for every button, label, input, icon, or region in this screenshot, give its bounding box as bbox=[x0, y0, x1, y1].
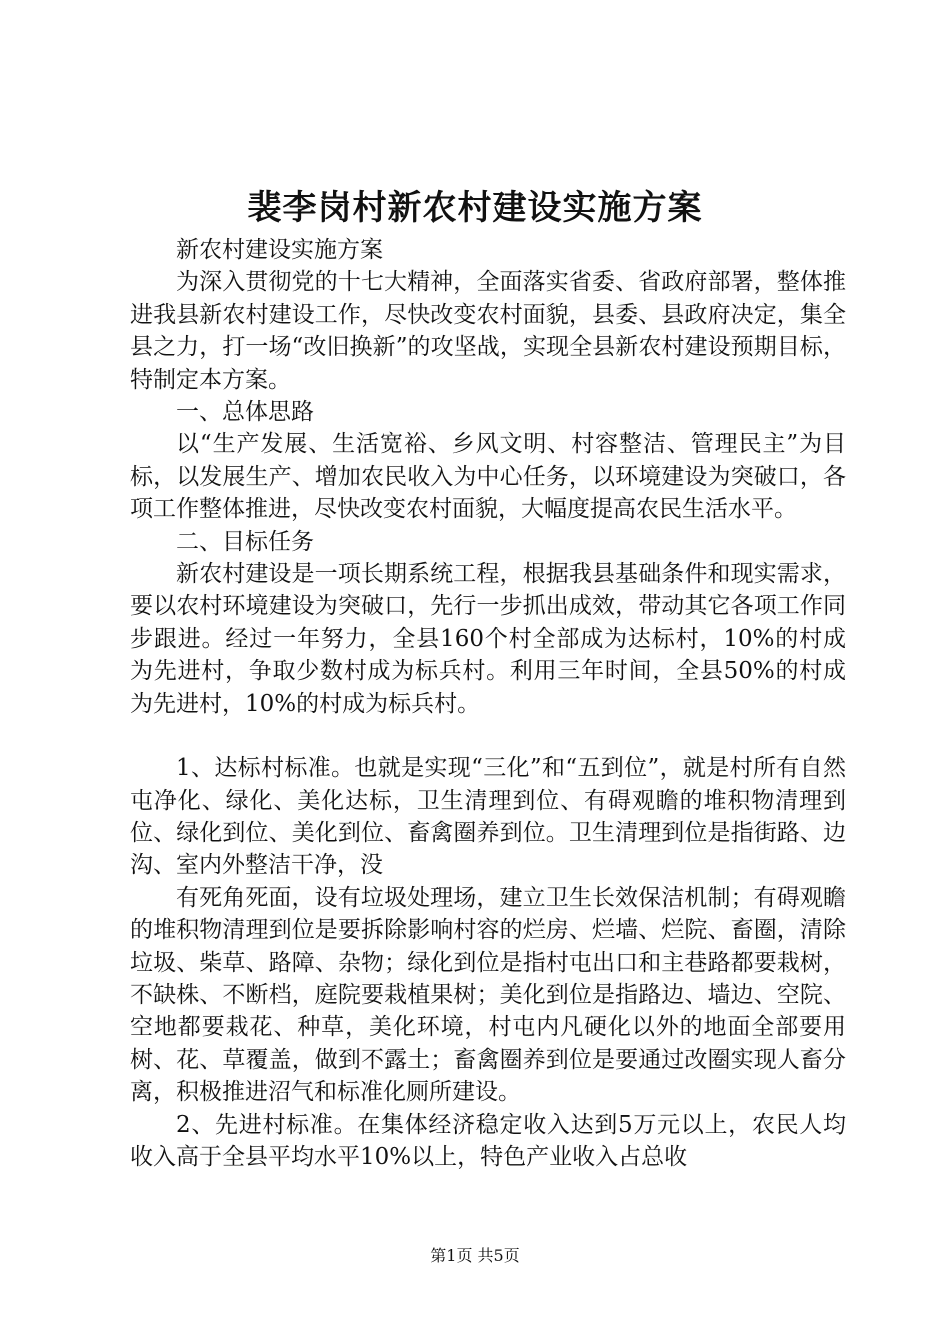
document-title: 裴李岗村新农村建设实施方案 bbox=[247, 188, 703, 228]
page-number-footer: 第1页 共5页 bbox=[430, 1246, 520, 1265]
document-body bbox=[130, 234, 846, 1173]
paragraph-standard-2: 2、先进村标准。在集体经济稳定收入达到5万元以上，农民人均收入高于全县平均水平10%以上，特色产业收入占总收 bbox=[130, 1111, 846, 1170]
paragraph-standard-1-cont: 有死角死面，设有垃圾处理场，建立卫生长效保洁机制；有碍观瞻的堆积物清理到位是要拆除影响村容的烂房、烂墙、烂院、畜圈，清除垃圾、柴草、路障、杂物；绿化到位是指村屯出口和主巷路都要栽树，不缺株、不断档，庭院要栽植果树；美化到位是指路边、墙边、空院、空地都要栽花、种草，美化环境，村屯内凡硬化以外的地面全部要用树、花、草覆盖，做到不露土；畜禽圈养到位是要通过改圈实现人畜分离，积极推进沼气和标准化厕所建设。 bbox=[130, 884, 846, 1106]
paragraph-approach: 以“生产发展、生活宽裕、乡风文明、村容整洁、管理民主”为目标，以发展生产、增加农民收入为中心任务，以环境建设为突破口，各项工作整体推进，尽快改变农村面貌，大幅度提高农民生活水平。 bbox=[130, 431, 846, 523]
section-heading-2: 二、目标任务 bbox=[176, 528, 314, 555]
section-heading-1: 一、总体思路 bbox=[176, 399, 314, 426]
paragraph-intro: 为深入贯彻党的十七大精神，全面落实省委、省政府部署，整体推进我县新农村建设工作，尽快改变农村面貌，县委、县政府决定，集全县之力，打一场“改旧换新”的攻坚战，实现全县新农村建设预期目标，特制定本方案。 bbox=[130, 269, 846, 393]
paragraph-subtitle: 新农村建设实施方案 bbox=[176, 237, 383, 263]
paragraph-goals: 新农村建设是一项长期系统工程，根据我县基础条件和现实需求，要以农村环境建设为突破口，先行一步抓出成效，带动其它各项工作同步跟进。经过一年努力，全县160个村全部成为达标村，10%的村成为先进村，争取少数村成为标兵村。利用三年时间，全县50%的村成为先进村，10%的村成为标兵村。 bbox=[130, 561, 846, 717]
paragraph-standard-1: 1、达标村标准。也就是实现“三化”和“五到位”，就是村所有自然屯净化、绿化、美化达标，卫生清理到位、有碍观瞻的堆积物清理到位、绿化到位、美化到位、畜禽圈养到位。卫生清理到位是指街路、边沟、室内外整洁干净，没 bbox=[130, 755, 846, 879]
